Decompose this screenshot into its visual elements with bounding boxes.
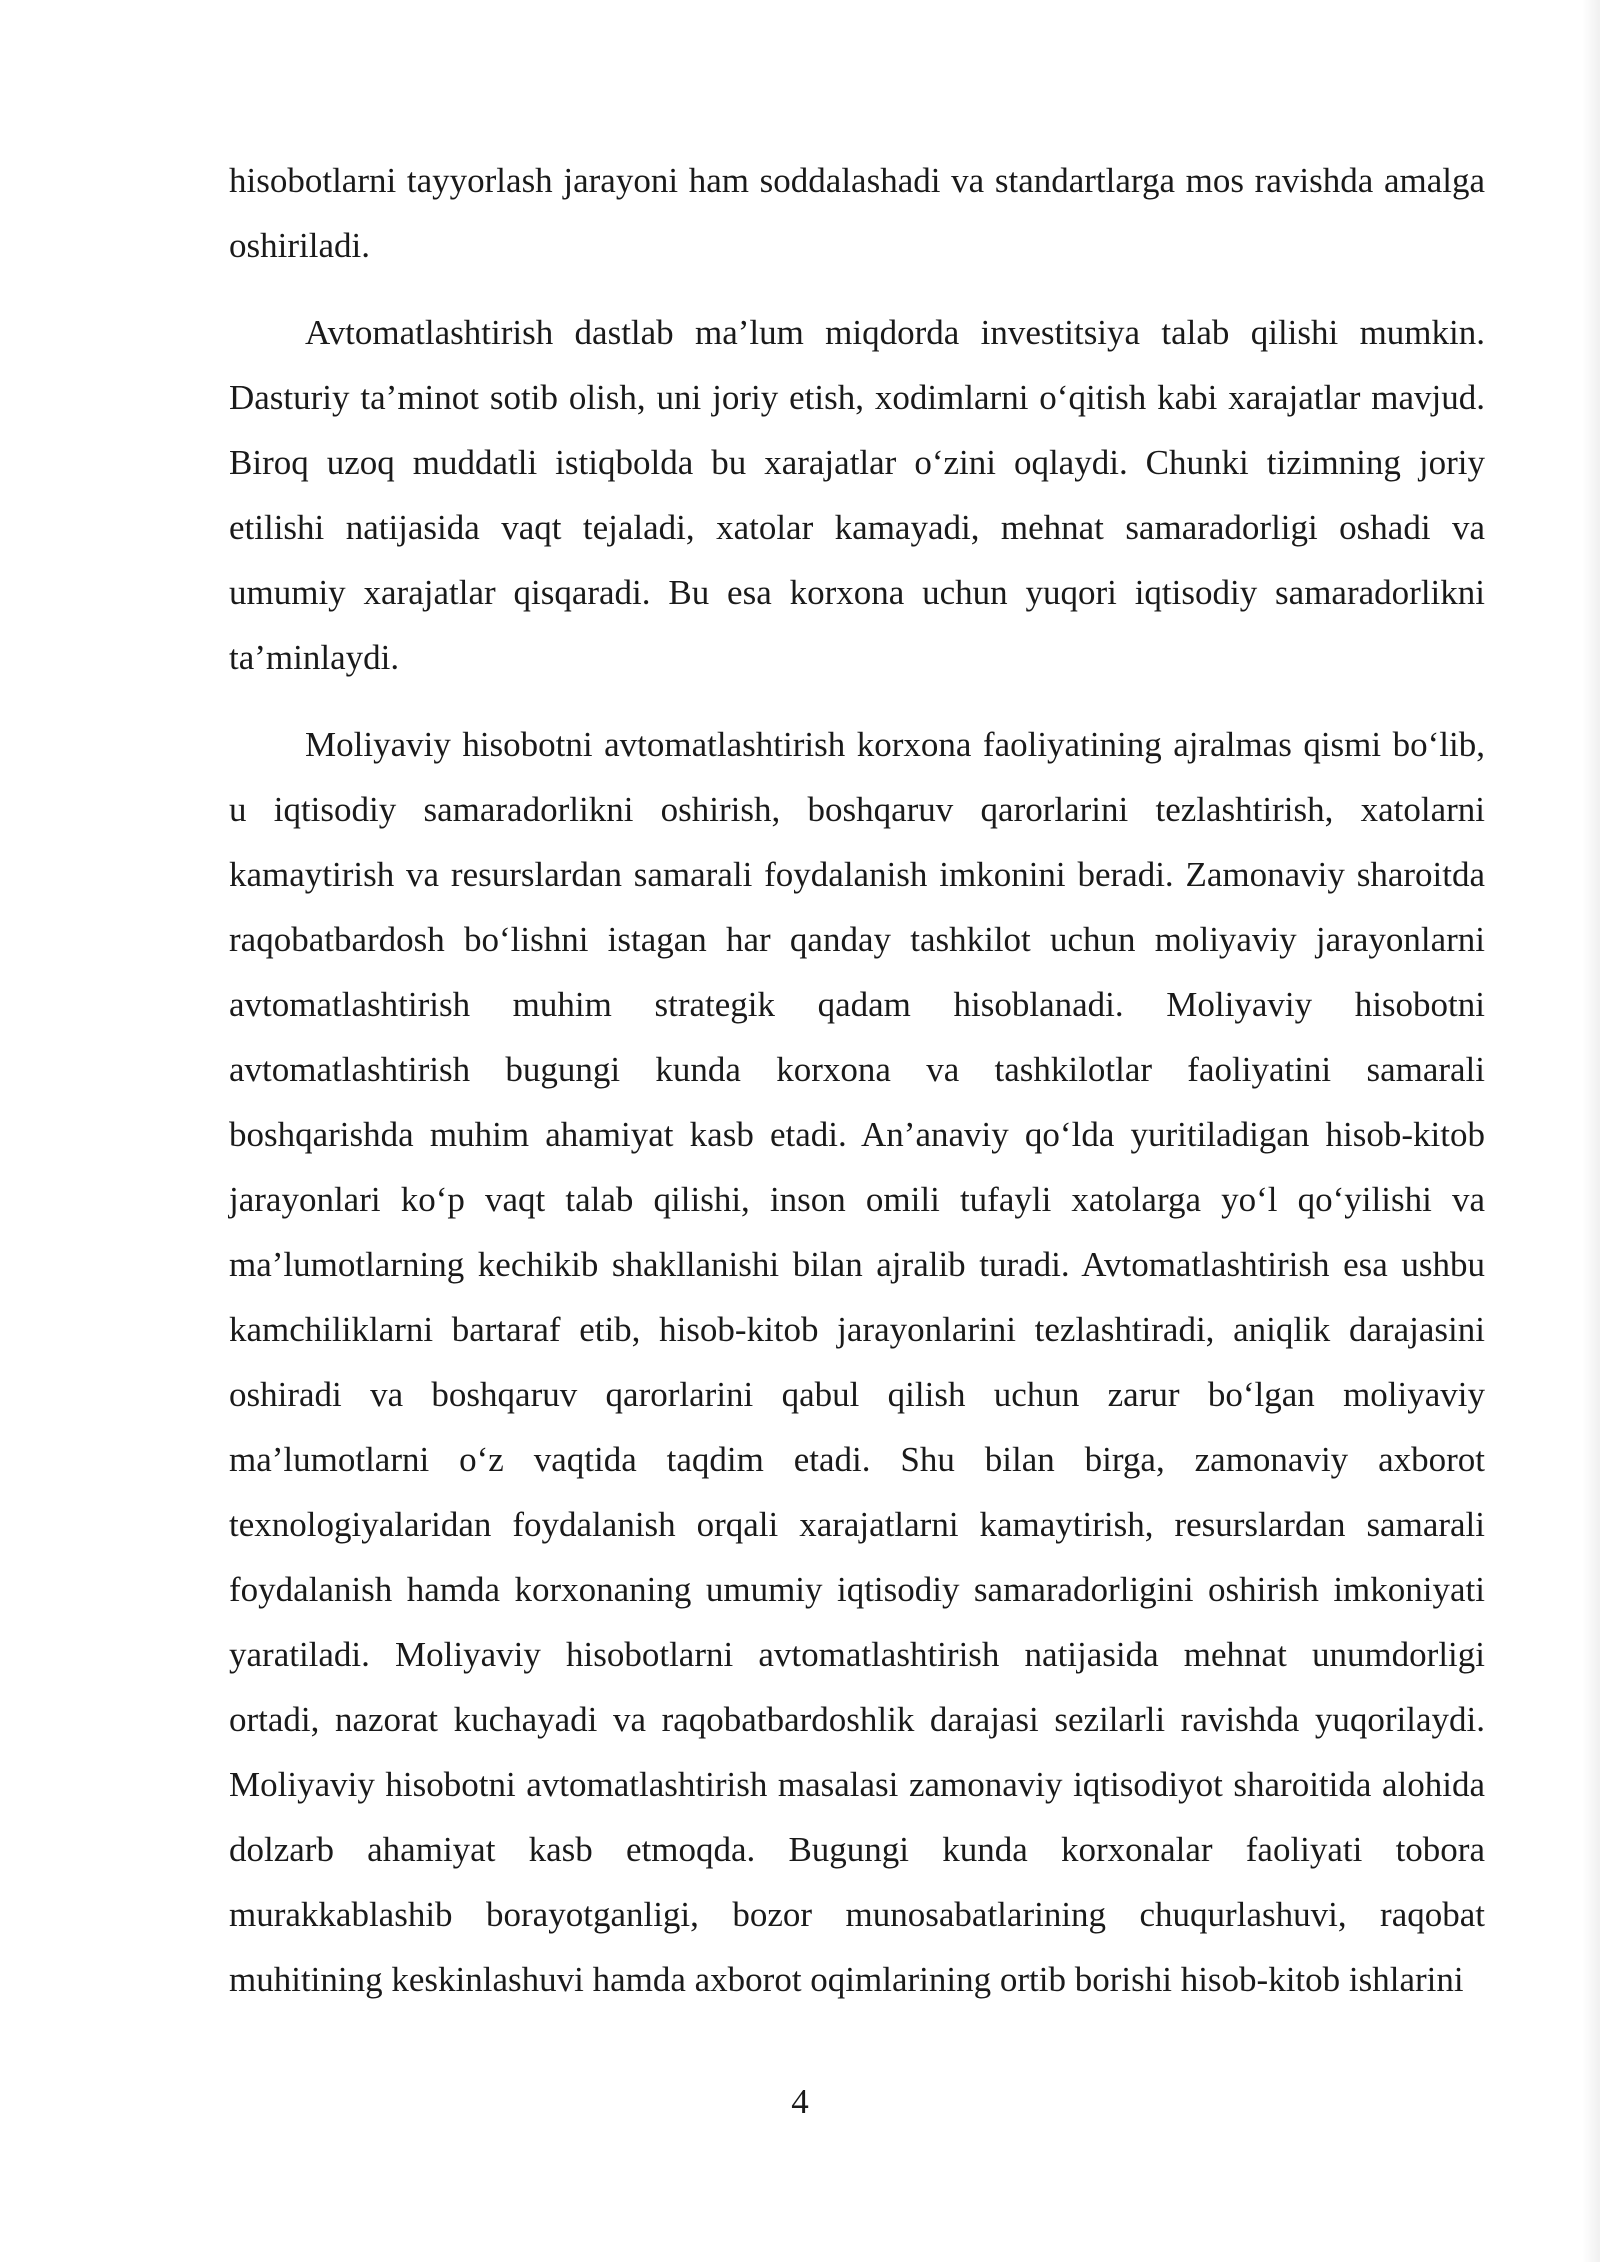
- body-text: [229, 148, 1485, 2034]
- paragraph-automation: Moliyaviy hisobotni avtomatlashtirish korxona faoliyatining ajralmas qismi bo‘lib, u iqtisodiy samaradorlikni oshirish, boshqaruv qarorlarini tezlashtirish, xatolarni kamaytirish va resurslardan samarali foydalanish imkonini beradi. Zamonaviy sharoitda raqobatbardosh bo‘lishni istagan har qanday tashkilot uchun moliyaviy jarayonlarni avtomatlashtirish muhim strategik qadam hisoblanadi. Moliyaviy hisobotni avtomatlashtirish bugungi kunda korxona va tashkilotlar faoliyatini samarali boshqarishda muhim ahamiyat kasb etadi. An’anaviy qo‘lda yuritiladigan hisob-kitob jarayonlari ko‘p vaqt talab qilishi, inson omili tufayli xatolarga yo‘l qo‘yilishi va ma’lumotlarning kechikib shakllanishi bilan ajralib turadi. Avtomatlashtirish esa ushbu kamchiliklarni bartaraf etib, hisob-kitob jarayonlarini tezlashtiradi, aniqlik darajasini oshiradi va boshqaruv qarorlarini qabul qilish uchun zarur bo‘lgan moliyaviy ma’lumotlarni o‘z vaqtida taqdim etadi. Shu bilan birga, zamonaviy axborot texnologiyalaridan foydalanish orqali xarajatlarni kamaytirish, resurslardan samarali foydalanish hamda korxonaning umumiy iqtisodiy samaradorligini oshirish imkoniyati yaratiladi. Moliyaviy hisobotlarni avtomatlashtirish natijasida mehnat unumdorligi ortadi, nazorat kuchayadi va raqobatbardoshlik darajasi sezilarli ravishda yuqorilaydi. Moliyaviy hisobotni avtomatlashtirish masalasi zamonaviy iqtisodiyot sharoitida alohida dolzarb ahamiyat kasb etmoqda. Bugungi kunda korxonalar faoliyati tobora murakkablashib borayotganligi, bozor munosabatlarining chuqurlashuvi, raqobat muhitining keskinlashuvi hamda axborot oqimlarining ortib borishi hisob-kitob ishlarini: [229, 725, 1485, 1999]
- page-edge-shadow: [1582, 0, 1600, 2262]
- paragraph-investment: Avtomatlashtirish dastlab ma’lum miqdorda investitsiya talab qilishi mumkin. Dasturiy ta’minot sotib olish, uni joriy etish, xodimlarni o‘qitish kabi xarajatlar mavjud. Biroq uzoq muddatli istiqbolda bu xarajatlar o‘zini oqlaydi. Chunki tizimning joriy etilishi natijasida vaqt tejaladi, xatolar kamayadi, mehnat samaradorligi oshadi va umumiy xarajatlar qisqaradi. Bu esa korxona uchun yuqori iqtisodiy samaradorlikni ta’minlaydi.: [229, 313, 1485, 677]
- page-number: 4: [791, 2082, 809, 2121]
- paragraph-continuation: hisobotlarni tayyorlash jarayoni ham soddalashadi va standartlarga mos ravishda amalga oshiriladi.: [229, 161, 1485, 265]
